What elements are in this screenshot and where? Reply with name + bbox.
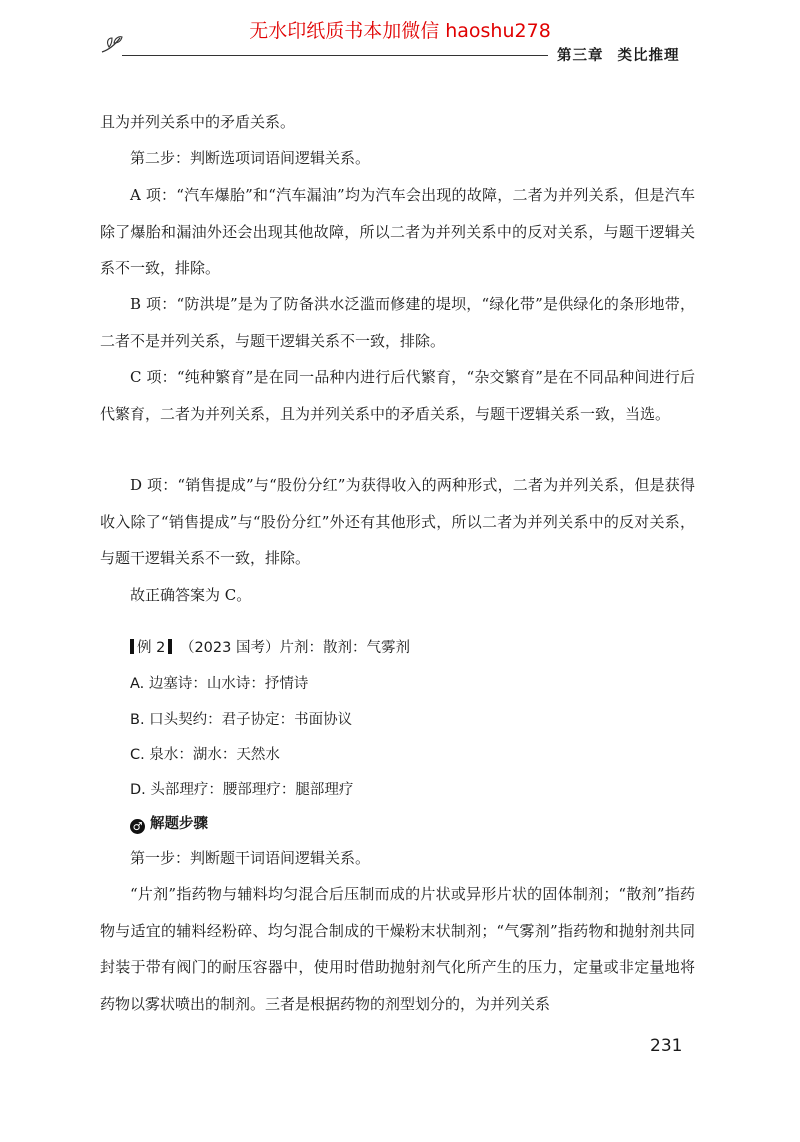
- example-question: [130, 636, 410, 657]
- chapter-header: [557, 44, 680, 65]
- example-label: 例 2: [137, 640, 166, 656]
- sprig-icon: [100, 34, 124, 54]
- chapter-title: 类比推理: [617, 48, 680, 64]
- example-option-a: A. 边塞诗：山水诗：抒情诗: [130, 676, 309, 692]
- solution-heading: [130, 812, 208, 834]
- solution-heading-text: 解题步骤: [150, 816, 208, 832]
- paragraph-option-d: D 项：“销售提成”与“股份分红”为获得收入的两种形式，二者为并列关系，但是获得收入除了“销售提成”与“股份分红”外还有其他形式，所以二者为并列关系中的反对关系，与题干逻辑关系不一致，排除。: [100, 476, 695, 567]
- label-bar-left: [130, 639, 134, 654]
- chapter-number: 第三章: [557, 48, 604, 64]
- example-option-d: D. 头部理疗：腰部理疗：腿部理疗: [130, 782, 354, 798]
- watermark: 无水印纸质书本加微信 haoshu278: [249, 20, 551, 42]
- paragraph-step2: 第二步：判断选项词语间逻辑关系。: [130, 149, 371, 167]
- paragraph-option-a: A 项：“汽车爆胎”和“汽车漏油”均为汽车会出现的故障，二者为并列关系，但是汽车除了爆胎和漏油外还会出现其他故障，所以二者为并列关系中的反对关系，与题干逻辑关系不一致，排除。: [100, 186, 695, 277]
- label-bar-right: [168, 639, 172, 654]
- header-rule: [122, 55, 548, 56]
- paragraph-solution-body: “片剂”指药物与辅料均匀混合后压制而成的片状或异形片状的固体制剂；“散剂”指药物与适宜的辅料经粉碎、均匀混合制成的干燥粉末状制剂；“气雾剂”指药物和抛射剂共同封装于带有阀门的耐压容器中，使用时借助抛射剂气化所产生的压力，定量或非定量地将药物以雾状喷出的制剂。三者是根据药物的剂型划分的，为并列关系: [100, 885, 695, 1013]
- paragraph-answer: 故正确答案为 C。: [130, 586, 252, 604]
- example-question-text: （2023 国考）片剂：散剂：气雾剂: [179, 640, 410, 656]
- page-number: 231: [650, 1036, 683, 1056]
- example-option-b: B. 口头契约：君子协定：书面协议: [130, 712, 353, 728]
- example-option-c: C. 泉水：湖水：天然水: [130, 747, 280, 763]
- paragraph-1: 且为并列关系中的矛盾关系。: [100, 113, 296, 131]
- solution-icon: ♂: [130, 819, 145, 834]
- paragraph-step1: 第一步：判断题干词语间逻辑关系。: [130, 849, 371, 867]
- paragraph-option-c: C 项：“纯种繁育”是在同一品种内进行后代繁育，“杂交繁育”是在不同品种间进行后代繁育，二者为并列关系，且为并列关系中的矛盾关系，与题干逻辑关系一致，当选。: [100, 368, 695, 423]
- paragraph-option-b: B 项：“防洪堤”是为了防备洪水泛滥而修建的堤坝，“绿化带”是供绿化的条形地带，二者不是并列关系，与题干逻辑关系不一致，排除。: [100, 295, 695, 350]
